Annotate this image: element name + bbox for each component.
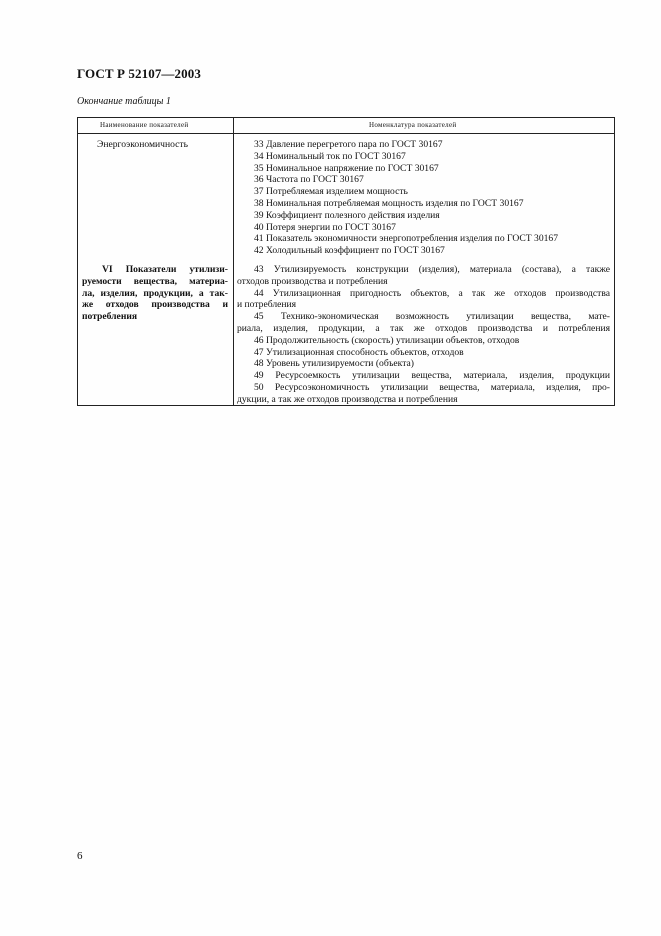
list-item-continuation: и потребления	[237, 299, 297, 311]
table-caption: Окончание таблицы 1	[77, 96, 171, 107]
list-item: 38 Номинальная потребляемая мощность изделия по ГОСТ 30167	[254, 197, 524, 209]
category-line: потребления	[82, 311, 138, 323]
header-indicator-name: Наименование показателей	[100, 121, 189, 129]
list-item-continuation: риала, изделия, продукции, а так же отходов производства и потребления	[237, 322, 610, 334]
list-item-continuation: дукции, а так же отходов производства и потребления	[237, 393, 458, 405]
list-item: 34 Номинальный ток по ГОСТ 30167	[254, 150, 406, 162]
category-line: руемости вещества, материа-	[82, 275, 228, 287]
list-item: 46 Продолжительность (скорость) утилизации объектов, отходов	[254, 334, 520, 346]
list-item: 37 Потребляемая изделием мощность	[254, 186, 408, 198]
list-item: 39 Коэффициент полезного действия изделия	[254, 209, 440, 221]
list-item: 40 Потеря энергии по ГОСТ 30167	[254, 221, 396, 233]
list-item: 50 Ресурсоэкономичность утилизации вещества, материала, изделия, про-	[254, 381, 610, 393]
list-item-continuation: отходов производства и потребления	[237, 275, 388, 287]
category-line: VI Показатели утилизи-	[102, 264, 228, 275]
list-item: 45 Технико-экономическая возможность утилизации вещества, мате-	[254, 311, 610, 323]
list-item: 47 Утилизационная способность объектов, отходов	[254, 346, 464, 358]
page-number: 6	[77, 850, 83, 862]
category-line: же отходов производства и	[82, 299, 228, 311]
list-item: 44 Утилизационная пригодность объектов, а так же отходов производства	[254, 287, 610, 299]
list-item: 33 Давление перегретого пара по ГОСТ 30167	[254, 139, 443, 150]
list-item: 41 Показатель экономичности энергопотребления изделия по ГОСТ 30167	[254, 233, 559, 245]
list-item: 43 Утилизируемость конструкции (изделия), материала (состава), а также	[254, 264, 610, 275]
category-line: ла, изделия, продукции, а так-	[82, 287, 228, 299]
list-item: 49 Ресурсоемкость утилизации вещества, материала, изделия, продукции	[254, 370, 610, 382]
document-code: ГОСТ Р 52107—2003	[77, 66, 201, 81]
list-item: 42 Холодильный коэффициент по ГОСТ 30167	[254, 245, 445, 257]
recyclability-indicators-list	[237, 264, 610, 406]
table-header-row	[78, 118, 614, 134]
category-recyclability	[82, 264, 228, 323]
list-item: 48 Уровень утилизируемости (объекта)	[254, 358, 414, 370]
indicators-table	[77, 117, 615, 406]
category-energy-economy: Энергоэкономичность	[97, 139, 188, 150]
header-indicator-nomenclature: Номенклатура показателей	[369, 121, 457, 129]
energy-indicators-list	[254, 139, 558, 257]
list-item: 36 Частота по ГОСТ 30167	[254, 174, 364, 186]
list-item: 35 Номинальное напряжение по ГОСТ 30167	[254, 162, 439, 174]
column-divider	[233, 118, 234, 405]
